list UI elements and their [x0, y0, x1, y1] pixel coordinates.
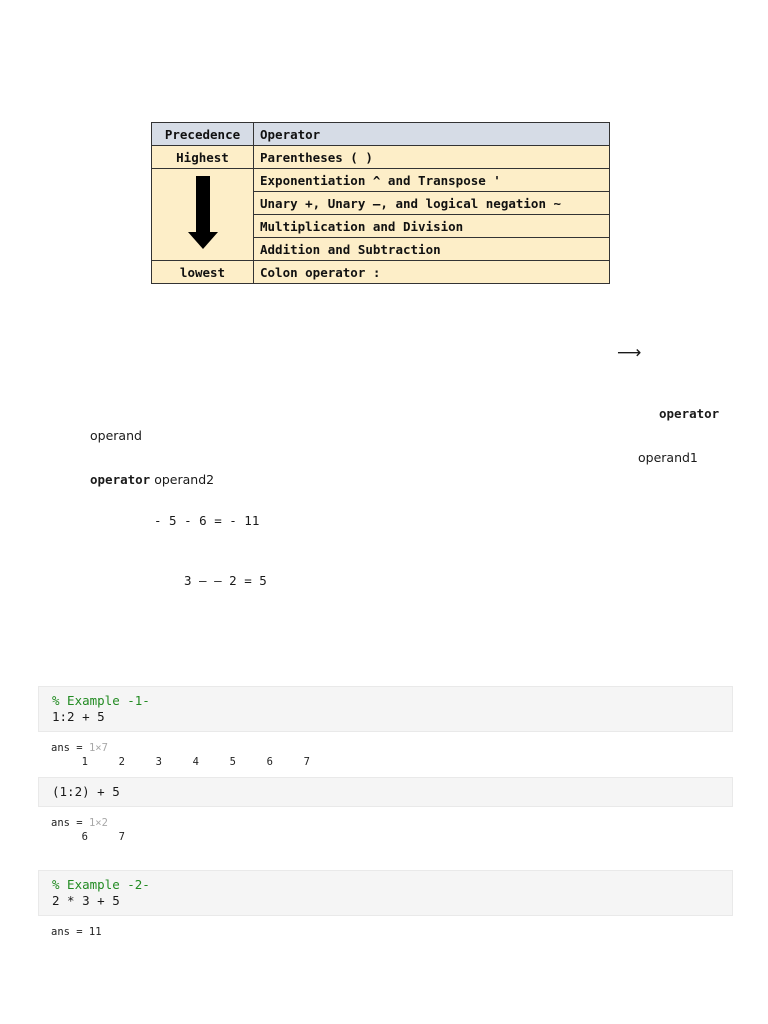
operand-label: operand [90, 428, 142, 443]
operator-label: operator [659, 406, 720, 421]
output-block [51, 741, 310, 769]
operator-cell: Addition and Subtraction [254, 238, 610, 261]
ans-values [51, 830, 125, 844]
header-operator: Operator [254, 123, 610, 146]
table-row [152, 146, 610, 169]
code-comment: % Example -2- [52, 877, 150, 892]
table-row [152, 261, 610, 284]
operator-cell: Multiplication and Division [254, 215, 610, 238]
operand1-label: operand1 [638, 450, 698, 465]
precedence-highest: Highest [152, 146, 254, 169]
operator-cell: Exponentiation ^ and Transpose ' [254, 169, 610, 192]
precedence-lowest: lowest [152, 261, 254, 284]
ans-label: ans = [51, 817, 83, 829]
ans-value: 4 [192, 756, 199, 768]
ans-value: 7 [303, 756, 310, 768]
ans-value: 2 [118, 756, 125, 768]
ans-value: 1 [81, 756, 88, 768]
ans-values [51, 755, 310, 769]
table-row [152, 169, 610, 192]
operator-cell: Parentheses ( ) [254, 146, 610, 169]
code-cell[interactable] [38, 686, 733, 732]
ans-value: 3 [155, 756, 162, 768]
code-line: 1:2 + 5 [52, 709, 105, 724]
ans-label: ans = 11 [51, 926, 102, 938]
ans-size: 1×7 [88, 742, 108, 754]
ans-label: ans = [51, 742, 83, 754]
code-line: 2 * 3 + 5 [52, 893, 120, 908]
code-comment: % Example -1- [52, 693, 150, 708]
precedence-table [151, 122, 610, 284]
table-header-row [152, 123, 610, 146]
expression-example-2: 3 – – 2 = 5 [184, 573, 267, 588]
binary-syntax [90, 472, 214, 487]
precedence-arrow-cell [152, 169, 254, 261]
output-block [51, 816, 125, 844]
ans-size: 1×2 [88, 817, 108, 829]
down-arrow-icon [188, 176, 218, 250]
ans-value: 6 [81, 831, 88, 843]
ans-value: 7 [118, 831, 125, 843]
output-block [51, 925, 102, 939]
code-cell[interactable] [38, 870, 733, 916]
code-line: (1:2) + 5 [52, 784, 120, 799]
code-cell[interactable] [38, 777, 733, 807]
ans-value: 6 [266, 756, 273, 768]
ans-value: 5 [229, 756, 236, 768]
operand2-label: operand2 [154, 472, 215, 487]
operator-label: operator [90, 472, 151, 487]
expression-example-1: - 5 - 6 = - 11 [154, 513, 260, 528]
header-precedence: Precedence [152, 123, 254, 146]
operator-cell: Unary +, Unary –, and logical negation ~ [254, 192, 610, 215]
right-arrow-icon: ⟶ [617, 343, 642, 363]
operator-cell: Colon operator : [254, 261, 610, 284]
